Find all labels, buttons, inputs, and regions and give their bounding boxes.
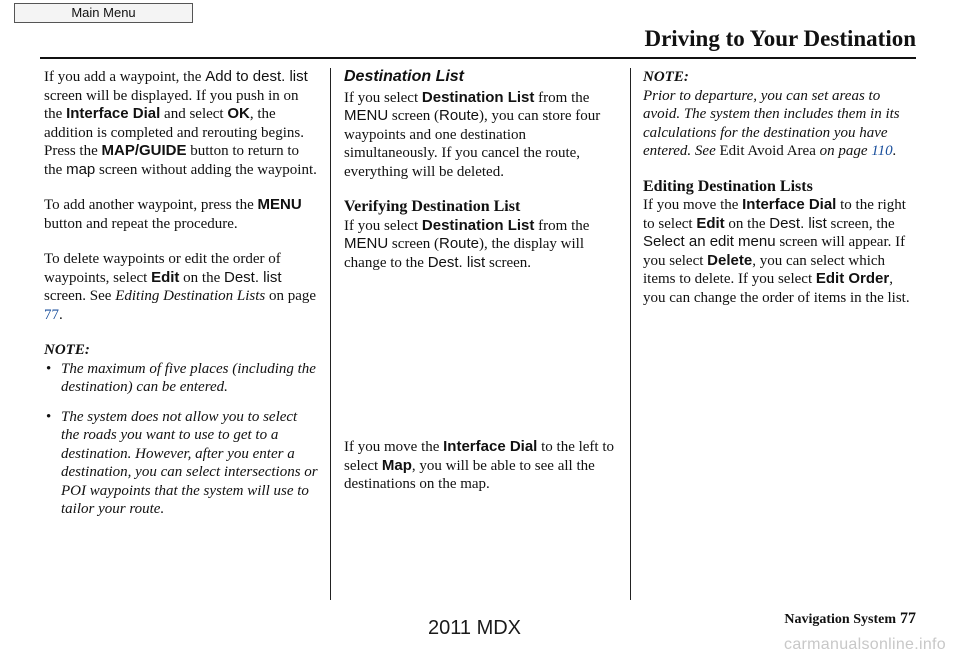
note-list	[44, 360, 318, 519]
paragraph-verifying: If you select Destination List from the MENU screen (Route), the display will change to the Dest. list screen.	[344, 216, 590, 271]
column-1	[44, 68, 318, 530]
subsection-title-editing: Editing Destination Lists	[643, 177, 813, 195]
column-divider	[630, 68, 631, 600]
page-link-110[interactable]: 110	[871, 143, 893, 159]
paragraph-delete-waypoints: To delete waypoints or edit the order of waypoints, select Edit on the Dest. list screen. See Editing Destination Lists on page 77.	[44, 251, 317, 323]
paragraph-add-waypoint: If you add a waypoint, the Add to dest. list screen will be displayed. If you push in on the Interface Dial and select OK, the addition is completed and rerouting begins. Press the MAP/GUIDE button to return to the map screen without adding the waypoint.	[44, 68, 317, 178]
column-3	[643, 68, 915, 324]
paragraph-map-view: If you move the Interface Dial to the left to select Map, you will be able to see all the destinations on the map.	[344, 438, 615, 492]
main-menu-button[interactable]: Main Menu	[14, 3, 193, 23]
section-title-destination-list: Destination List	[344, 68, 465, 85]
paragraph-destination-list: If you select Destination List from the MENU screen (Route), you can store four waypoints and one destination simultaneously. If you cancel the route, everything will be deleted.	[344, 88, 601, 180]
note-heading: NOTE:	[643, 69, 689, 85]
note-item: • The maximum of five places (including the destination) can be entered.	[44, 360, 318, 397]
subsection-title-verifying: Verifying Destination List	[344, 198, 521, 215]
paragraph-editing: If you move the Interface Dial to the right to select Edit on the Dest. list screen, the Select an edit menu screen will appear. If you select Delete, you can select which items to delete. If you select Edit Order, you can change the order of items in the list.	[643, 196, 910, 306]
page-number: 77	[900, 610, 916, 627]
note-avoid-area: Prior to departure, you can set areas to avoid. The system then includes them in its calculations for the destination you have entered. See Edit Avoid Area on page 110.	[643, 87, 900, 159]
model-label: 2011 MDX	[428, 617, 522, 639]
column-divider	[330, 68, 331, 600]
paragraph-another-waypoint: To add another waypoint, press the MENU button and repeat the procedure.	[44, 196, 302, 232]
note-item: • The system does not allow you to select the roads you want to use to get to a destination. However, after you enter a destination, you can select intersections or POI waypoints that the system will use to tailor your route.	[44, 408, 318, 519]
watermark: carmanualsonline.info	[784, 636, 946, 653]
note-heading: NOTE:	[44, 342, 90, 358]
header-rule	[40, 57, 916, 59]
page-title: Driving to Your Destination	[644, 26, 916, 51]
footer-section-name: Navigation System	[784, 612, 896, 627]
column-2	[344, 68, 616, 511]
page-link-77[interactable]: 77	[44, 306, 59, 323]
